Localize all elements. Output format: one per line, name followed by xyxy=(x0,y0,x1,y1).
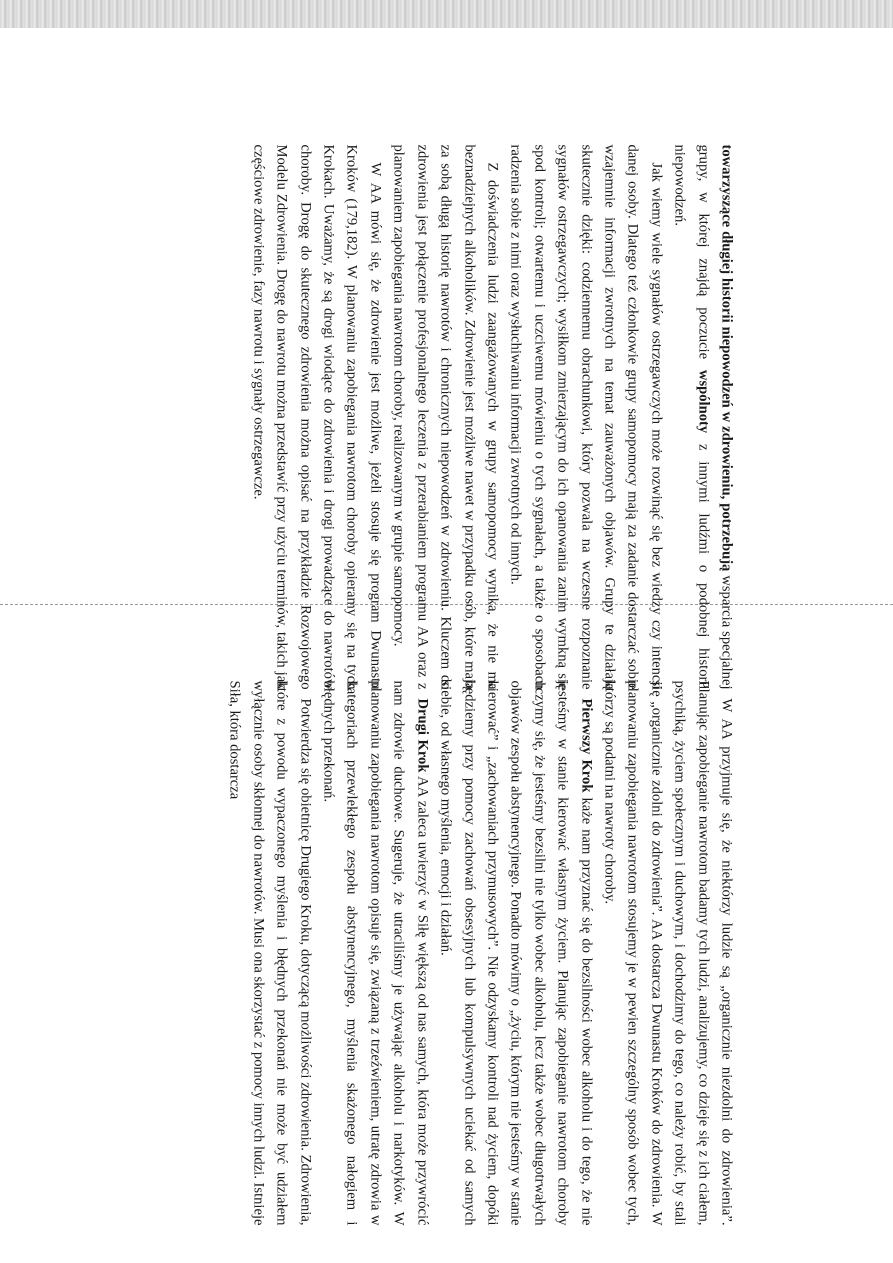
paragraph xyxy=(433,681,597,1226)
paragraph xyxy=(386,145,503,690)
paragraph xyxy=(246,145,386,690)
text-run: wsparcia specjalnej grupy, w której znajdą poczucie xyxy=(695,144,735,690)
page-number xyxy=(0,1200,2,1226)
text-run: Z doświadczenia ludzi zaangażowanych w grupy samopomocy wynika, że nie ma beznadziejnych alkoholików. Zdrowienie jest możliwe nawet w przypadku osób, które mają za sobą długą historię nawrotów i chronicznych niepowodzeń w zdrowieniu. Kluczem do zdrowienia jest połączenie profesjonalnego leczenia z przerabianiem programu AA oraz z planowaniem zapobiegania nawrotom choroby, realizowanym w grupie samopomocy. xyxy=(390,144,501,690)
text-run: AA zaleca uwierzyć w Siłę większą od nas samych, która może przywrócić nam zdrowie duchowe. Sugeruje, że utraciliśmy je używając alkoholu i narkotyków. W planowaniu zapobiegania nawrotom opisuje się, związaną z trzeźwieniem, utratę zdrowia w kategoriach przewlekłego zespołu abstynencyjnego, myślenia skażonego nałogiem i błędnych przekonań. xyxy=(320,680,431,1226)
paragraph xyxy=(503,145,667,690)
paragraph xyxy=(316,681,433,1226)
text-run: W AA mówi się, że zdrowienie jest możliwe, jeżeli stosuje się program Dwunastu Kroków (179,182). W planowaniu zapobiegania nawrotom choroby opieramy się na tych Krokach. Uważamy, że są drogi wiodące do zdrowienia i drogi prowadzące do nawrotów choroby. Drogę do skutecznego zdrowienia można opisać na przykładzie Rozwojowego Modelu Zdrowienia. Drogę do nawrotu można przedstawić przy użyciu terminów, takich jak częściowe zdrowienie, fazy nawrotu i sygnały ostrzegawcze. xyxy=(250,144,384,690)
right-page xyxy=(0,681,738,1226)
paragraph xyxy=(597,681,737,1226)
paragraph xyxy=(667,145,737,690)
page-text xyxy=(8,681,738,1226)
text-run: Potwierdza się obietnicę Drugiego Kroku, dotyczącą możliwości zdrowienia. Zdrowienia, które z powodu wypaczonego myślenia i błędnych przekonań nie może być udziałem wyłącznie osoby skłonnej do nawrotów. Musi ona skorzystać z pomocy innych ludzi. Istnieje Siła, która dostarcza xyxy=(226,680,314,1226)
page-text xyxy=(8,145,738,690)
text-run: Jak wiemy wiele sygnałów ostrzegawczych może rozwinąć się bez wiedzy czy intencji danej osoby. Dlatego też członkowie grupy samopomocy mają za zadanie dostarczać sobie wzajemnie informacji zwrotnych na temat zauważonych objawów. Grupy te działają skutecznie dzięki: codziennemu obrachunkowi, który pozwala na wczesne rozpoznanie sygnałów ostrzegawczych; wysiłkom zmierzającym do ich opanowania zanim wymkną się spod kontroli; otwartemu i uczciwemu mówieniu o tych sygnałach, a także o sposobach radzenia sobie z nimi oraz wysłuchiwaniu informacji zwrotnych od innych. xyxy=(507,144,665,690)
page-number xyxy=(0,145,2,171)
text-run: każe nam przyznać się do bezsilności wobec alkoholu i do tego, że nie jesteśmy w stanie kierować własnym życiem. Planując zapobieganie nawrotom choroby uczymy się, że jesteśmy bezsilni nie tylko wobec alkoholu, lecz także wobec długotrwałych objawów zespołu abstynencyjnego. Ponadto mówimy o „życiu, którym nie jesteśmy w stanie kierować” i „zachowaniach przymusowych”. Nie odzyskamy kontroli nad życiem, dopóki będziemy przy pomocy zachowań obsesyjnych lub kompulsywnych uciekać od samych siebie, od własnego myślenia, emocji i działań. xyxy=(437,680,595,1226)
bold-text: potrzebują xyxy=(718,503,735,572)
bold-text: towarzyszące długiej historii niepowodzeń w zdrowieniu, xyxy=(718,144,735,504)
paragraph xyxy=(223,681,317,1226)
scan-top-edge xyxy=(0,0,893,28)
left-page xyxy=(0,145,738,690)
bold-text: wspólnoty xyxy=(695,369,712,434)
text-run: z innymi ludźmi o podobnej historii niepowodzeń. xyxy=(671,144,712,690)
bold-text: Pierwszy Krok xyxy=(578,698,595,793)
bold-text: Drugi Krok xyxy=(414,698,431,773)
text-run: W AA przyjmuje się, że niektórzy ludzie są „organicznie niezdolni do zdrowienia”. Planując zapobieganie nawrotom badamy tych ludzi, analizujemy, co dzieje się z ich ciałem, psychiką, życiem społecznym i duchowym, i dochodzimy do tego, co należy robić, by stali się „organicznie zdolni do zdrowienia”. AA dostarcza Dwunastu Kroków do zdrowienia. W planowaniu zapobiegania nawrotom stosujemy je w pewien szczególny sposób wobec tych, którzy są podatni na nawroty choroby. xyxy=(601,680,735,1226)
